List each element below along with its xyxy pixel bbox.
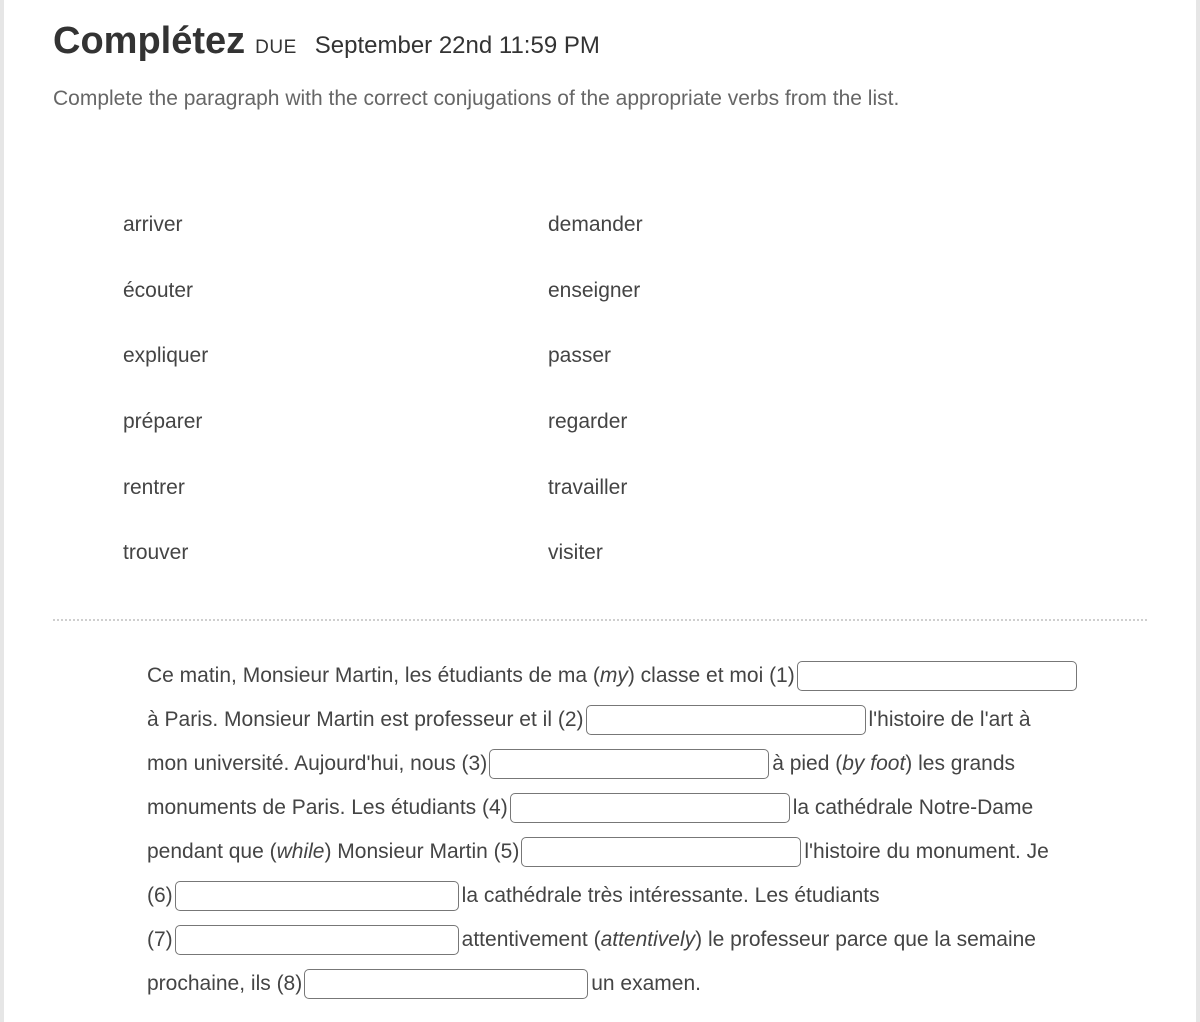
passage-text: prochaine, ils (8)	[147, 972, 303, 995]
passage-text: (7)	[147, 928, 173, 951]
verb-item: regarder	[548, 410, 628, 433]
passage-line	[147, 698, 1147, 742]
page-title: Complétez	[53, 20, 246, 62]
verb-item: demander	[548, 213, 643, 236]
passage-text: mon université. Aujourd'hui, nous (3)	[147, 752, 488, 775]
answer-input-6[interactable]	[175, 881, 459, 911]
verb-item: expliquer	[123, 344, 209, 367]
verb-item: trouver	[123, 541, 189, 564]
passage-line	[147, 918, 1147, 962]
passage-text: un examen.	[591, 972, 701, 995]
passage-line	[147, 830, 1147, 874]
verb-item: passer	[548, 344, 612, 367]
passage-line	[147, 742, 1147, 786]
passage-text: pendant que (	[147, 840, 277, 863]
passage-text: ) les grands	[905, 752, 1016, 775]
verb-item: rentrer	[123, 476, 185, 499]
passage-text: monuments de Paris. Les étudiants (4)	[147, 796, 508, 819]
passage-text: à pied (	[772, 752, 843, 775]
passage-line	[147, 786, 1147, 830]
passage-text: la cathédrale Notre-Dame	[792, 796, 1034, 819]
answer-input-7[interactable]	[175, 925, 459, 955]
passage-gloss: while	[276, 840, 325, 863]
passage-text: l'histoire de l'art à	[868, 708, 1031, 731]
answer-input-3[interactable]	[489, 749, 769, 779]
passage-text: Ce matin, Monsieur Martin, les étudiants de ma (	[147, 664, 600, 687]
passage-text: ) Monsieur Martin (5)	[324, 840, 520, 863]
answer-input-8[interactable]	[304, 969, 588, 999]
passage-gloss: by foot	[842, 752, 906, 775]
fill-in-passage	[147, 654, 1147, 1006]
passage-text: l'histoire du monument. Je	[804, 840, 1049, 863]
passage-line	[147, 654, 1147, 698]
passage-gloss: my	[599, 664, 628, 687]
passage-text: attentivement (	[461, 928, 601, 951]
assignment-header	[53, 20, 600, 63]
verb-item: travailler	[548, 476, 628, 499]
due-date: September 22nd 11:59 PM	[314, 32, 600, 59]
answer-input-2[interactable]	[586, 705, 866, 735]
due-label: DUE	[255, 37, 297, 58]
instructions: Complete the paragraph with the correct conjugations of the appropriate verbs from the list.	[53, 87, 900, 110]
passage-line	[147, 962, 1147, 1006]
passage-text: ) classe et moi (1)	[627, 664, 795, 687]
left-edge	[0, 0, 4, 1022]
verb-item: visiter	[548, 541, 603, 564]
answer-input-5[interactable]	[521, 837, 801, 867]
right-edge	[1196, 0, 1200, 1022]
passage-text: la cathédrale très intéressante. Les étudiants	[461, 884, 880, 907]
passage-gloss: attentively	[600, 928, 696, 951]
verb-item: écouter	[123, 279, 194, 302]
passage-text: à Paris. Monsieur Martin est professeur et il (2)	[147, 708, 584, 731]
passage-line	[147, 874, 1147, 918]
passage-text: ) le professeur parce que la semaine	[695, 928, 1036, 951]
answer-input-4[interactable]	[510, 793, 790, 823]
verb-item: arriver	[123, 213, 183, 236]
verb-item: préparer	[123, 410, 203, 433]
section-divider	[53, 619, 1147, 621]
passage-text: (6)	[147, 884, 173, 907]
verb-item: enseigner	[548, 279, 641, 302]
answer-input-1[interactable]	[797, 661, 1077, 691]
